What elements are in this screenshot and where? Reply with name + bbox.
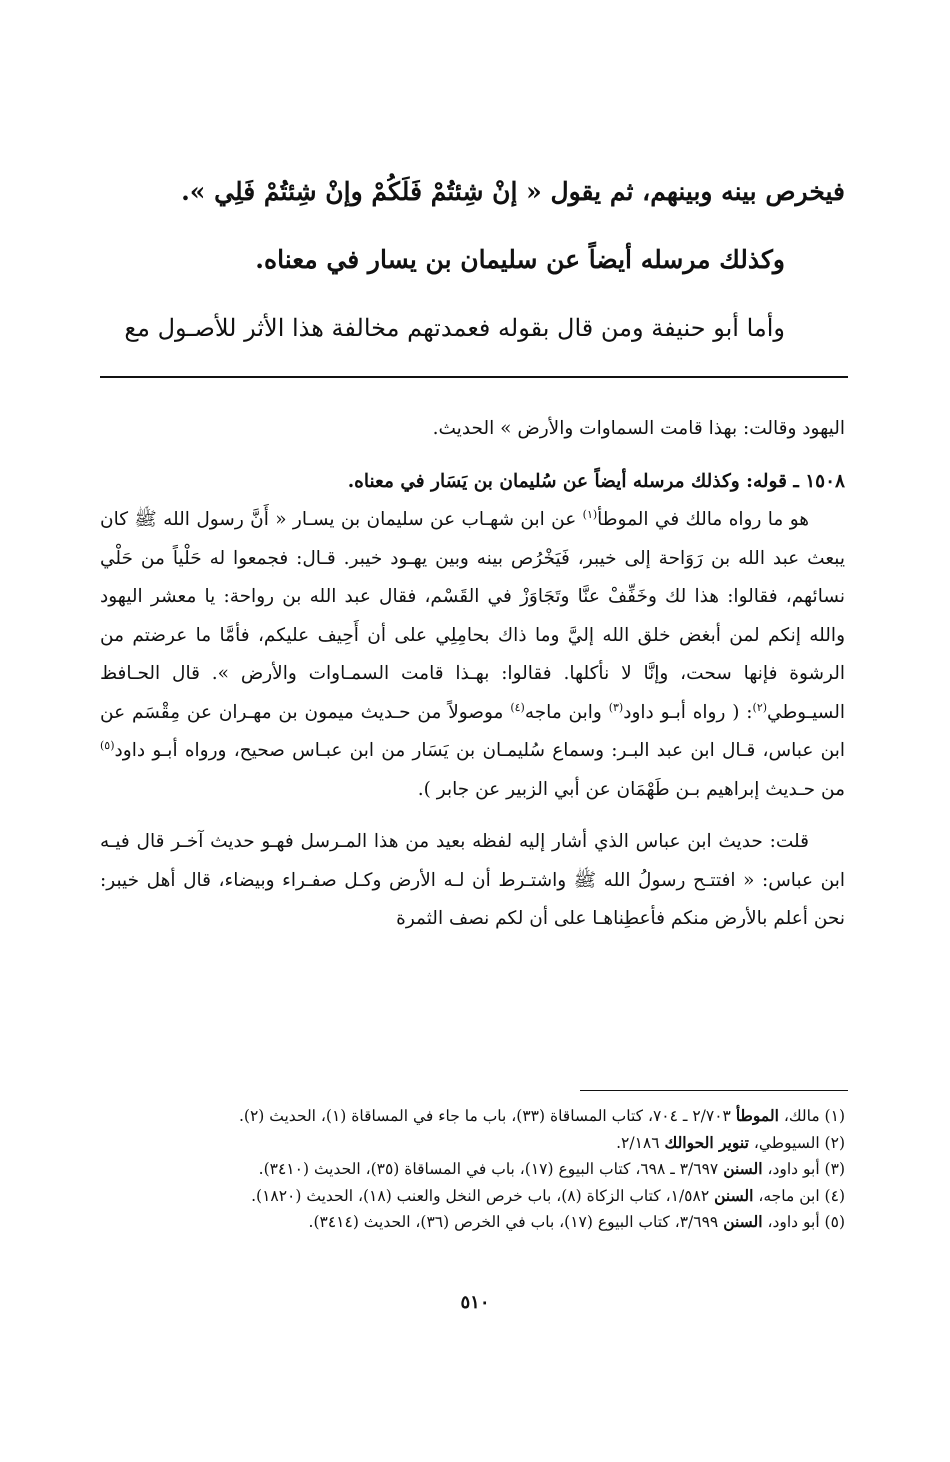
source-title: السنن [714,1185,754,1205]
text-run: (٢) السيوطي، [748,1133,845,1152]
text-run: (٤) ابن ماجه، [753,1186,845,1205]
entry-number: ١٥٠٨ ـ قوله: [746,470,845,492]
text-run: (٣) أبو داود، [762,1160,845,1178]
main-text-line: فيخرص بينه وبينهم، ثم يقول « إنْ شِئتُمْ فَلَكُمْ وإنْ شِئتُمْ فَلِي ». [181,177,845,206]
source-title: الموطأ [735,1106,779,1125]
main-text-line: وكذلك مرسله أيضاً عن سليمان بن يسار في معناه. [255,245,785,274]
text-run: موصولاً من حـديث ميمون بن مهـران عن مِقْسَم عن ابن عباس، قـال ابن عبد البـر: وسماع سُليمـان بن يَسَار من ابن عبـاس صحيح، ورواه أبـو داود [100,701,845,761]
footnote [100,1183,845,1210]
footnote-divider [580,1090,848,1091]
footnote-ref: (١) [582,507,598,521]
source-title: السنن [723,1159,763,1178]
text-run: هو ما رواه مالك في الموطأ [597,509,810,530]
text-run: (١) مالك، [778,1107,845,1125]
footnotes [100,1103,845,1236]
commentary-paragraph: قلت: حديث ابن عباس الذي أشار إليه لفظه بعيد من هذا المـرسل فهـو حديث آخـر قال فيـه ابن عباس: « افتتـح رسولُ الله ﷺ واشتـرط أن لـه الأرض وكـل صفـراء وبيضاء، قال أهل خيبر: نحن أعلم بالأرض منكم فأعطِناهـا على أن لكم نصف الثمرة [100,831,845,929]
footnote-ref: (٥) [100,738,115,752]
commentary [100,410,845,939]
page-number: ٥١٠ [460,1292,490,1313]
text-run: عن ابن شهـاب عن سليمان بن يسـار « أَنَّ رسول الله ﷺ كان يبعث عبد الله بن رَوَاحة إلى خيبر، فَيَخْرُص بينه وبين يهـود خيبر. قـال: فجمعوا له حَلْياً من حَلْي نسائهم، فقالوا: هذا لك وخَفِّفْ عنَّا وتَجَاوَزْ في القَسْم، فقال عبد الله بن رواحة: يا معشر اليهود والله إنكم لمن أبغض خلق الله إليَّ وما ذاك بحامِلِي على أن أَحِيف عليكم، فأمَّا ما عرضتم من الرشوة فإنها سحت، وإنَّا لا نأكلها. فقالوا: بهـذا قامت السمـاوات والأرض ». قال الحـافظ السيـوطي [100,509,846,723]
footnote-ref: (٤) [510,700,525,714]
text-run: ٢/١٨٦. [616,1133,665,1152]
commentary-heading [100,463,845,502]
commentary-paragraph [100,501,845,809]
text-run: ٢/٧٠٣ ـ ٧٠٤، كتاب المساقاة (٣٣)، باب ما جاء في المساقاة (١)، الحديث (٢). [238,1107,736,1125]
footnote [100,1130,845,1157]
text-run: : ( رواه أبـو داود [623,701,753,723]
text-run: وابن ماجه [524,701,609,723]
source-title: تنوير الحوالك [664,1132,749,1152]
footnote [100,1103,845,1130]
footnote [100,1209,845,1236]
main-text-line: وأما أبو حنيفة ومن قال بقوله فعمدتهم مخالفة هذا الأثر للأصـول مع [124,314,785,342]
text-run: ٣/٦٩٩، كتاب البيوع (١٧)، باب في الخرص (٣٦)، الحديث (٣٤١٤). [308,1213,724,1231]
footnote-ref: (٣) [608,700,624,714]
footnote-ref: (٢) [752,700,768,714]
text-run: ٣/٦٩٧ ـ ٦٩٨، كتاب البيوع (١٧)، باب في المساقاة (٣٥)، الحديث (٣٤١٠). [258,1160,724,1178]
commentary-paragraph: اليهود وقالت: بهذا قامت السماوات والأرض » الحديث. [432,418,845,439]
section-divider [100,376,848,378]
text-run: (٥) أبو داود، [762,1213,845,1231]
text-run: من حـديث إبراهيم بـن طَهْمَان عن أبي الزبير عن جابر ). [417,778,845,800]
footnote [100,1156,845,1183]
entry-title: وكذلك مرسله أيضاً عن سُليمان بن يَسَار في معناه. [347,470,740,492]
text-run: ١/٥٨٢، كتاب الزكاة (٨)، باب خرص النخل والعنب (١٨)، الحديث (١٨٢٠). [251,1186,715,1205]
source-title: السنن [723,1212,763,1231]
main-text [100,158,845,362]
